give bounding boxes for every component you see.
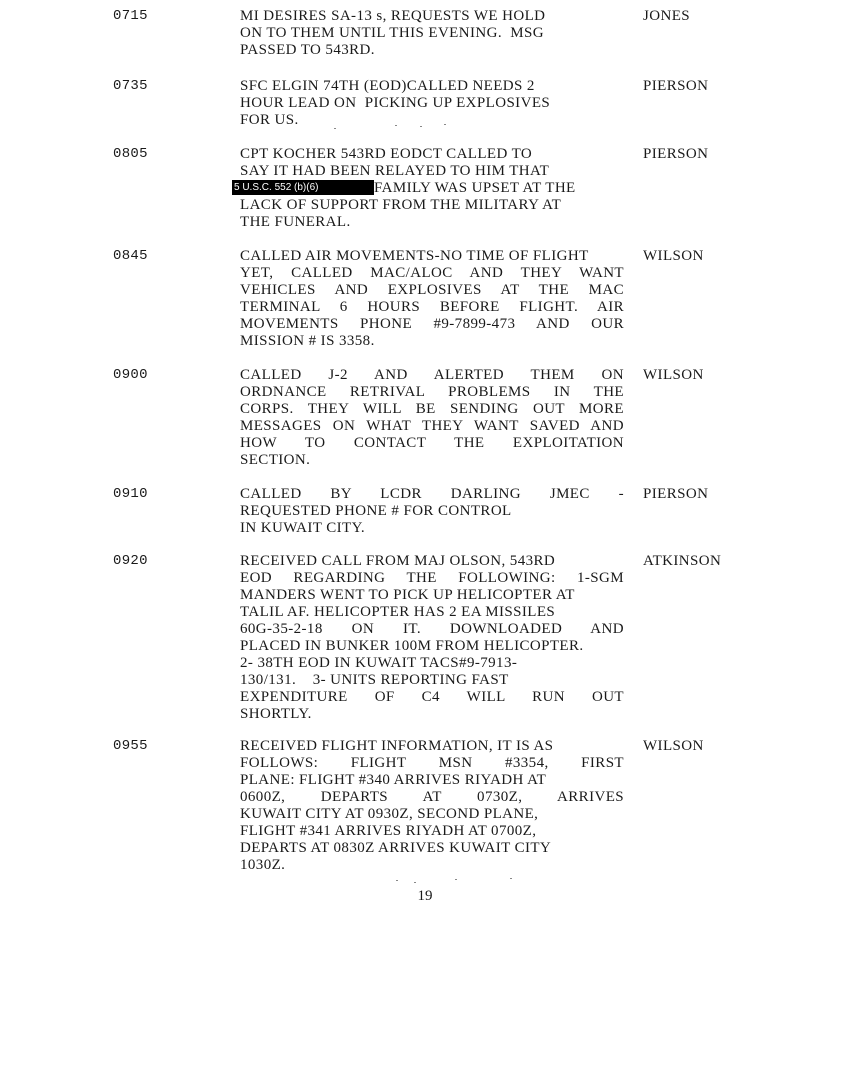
entry-line: REQUESTED PHONE # FOR CONTROL — [240, 503, 512, 519]
entry-line: SHORTLY. — [240, 706, 312, 722]
entry-text — [234, 146, 624, 231]
entry-line: PASSED TO 543RD. — [240, 42, 375, 58]
entry-author: WILSON — [643, 738, 704, 754]
redaction-box: 5 U.S.C. 552 (b)(6) — [232, 180, 374, 195]
entry-line: 1030Z. — [240, 857, 286, 873]
scan-speck — [334, 128, 336, 129]
entry-line: CALLED BY LCDR DARLING JMEC - — [240, 486, 624, 502]
entry-author: JONES — [643, 8, 691, 24]
entry-author: WILSON — [643, 248, 704, 264]
entry-line: KUWAIT CITY AT 0930Z, SECOND PLANE, — [240, 806, 539, 822]
entry-line: HOW TO CONTACT THE EXPLOITATION — [240, 435, 624, 451]
entry-line: DEPARTS AT 0830Z ARRIVES KUWAIT CITY — [240, 840, 552, 856]
entry-line: EOD REGARDING THE FOLLOWING: 1-SGM — [240, 570, 624, 586]
entry-time: 0955 — [113, 738, 148, 754]
entry-line-text: FAMILY WAS UPSET AT THE — [374, 180, 576, 196]
scan-speck — [510, 878, 512, 879]
scan-speck — [395, 125, 397, 126]
entry-line: MOVEMENTS PHONE #9-7899-473 AND OUR — [240, 316, 624, 332]
entry-time: 0920 — [113, 553, 148, 569]
entry-time: 0735 — [113, 78, 148, 94]
entry-line: YET, CALLED MAC/ALOC AND THEY WANT — [240, 265, 624, 281]
entry-text — [240, 738, 624, 874]
entry-author: WILSON — [643, 367, 704, 383]
entry-author: PIERSON — [643, 146, 709, 162]
scan-speck — [420, 126, 422, 127]
entry-line: EXPENDITURE OF C4 WILL RUN OUT — [240, 689, 624, 705]
entry-text — [240, 486, 624, 537]
entry-line: ON TO THEM UNTIL THIS EVENING. MSG — [240, 25, 544, 41]
entry-time: 0805 — [113, 146, 148, 162]
entry-line: VEHICLES AND EXPLOSIVES AT THE MAC — [240, 282, 624, 298]
entry-line: CALLED AIR MOVEMENTS-NO TIME OF FLIGHT — [240, 248, 589, 264]
entry-line: 2- 38TH EOD IN KUWAIT TACS#9-7913- — [240, 655, 518, 671]
entry-author: ATKINSON — [643, 553, 722, 569]
scan-speck — [455, 879, 457, 880]
scan-speck — [444, 124, 446, 125]
entry-line: 0600Z, DEPARTS AT 0730Z, ARRIVES — [240, 789, 624, 805]
entry-time: 0715 — [113, 8, 148, 24]
entry-text — [240, 78, 624, 129]
entry-line: LACK OF SUPPORT FROM THE MILITARY AT — [240, 197, 562, 213]
entry-time: 0845 — [113, 248, 148, 264]
entry-author: PIERSON — [643, 486, 709, 502]
entry-text — [240, 367, 624, 469]
entry-line: PLANE: FLIGHT #340 ARRIVES RIYADH AT — [240, 772, 547, 788]
entry-text — [240, 248, 624, 350]
page-number: 19 — [417, 888, 433, 904]
entry-line: CORPS. THEY WILL BE SENDING OUT MORE — [240, 401, 624, 417]
entry-line: FLIGHT #341 ARRIVES RIYADH AT 0700Z, — [240, 823, 537, 839]
entry-line — [234, 180, 624, 197]
entry-line: SAY IT HAD BEEN RELAYED TO HIM THAT — [240, 163, 550, 179]
entry-text — [240, 553, 624, 723]
entry-line: RECEIVED FLIGHT INFORMATION, IT IS AS — [240, 738, 554, 754]
entry-line: MESSAGES ON WHAT THEY WANT SAVED AND — [240, 418, 624, 434]
entry-line: 60G-35-2-18 ON IT. DOWNLOADED AND — [240, 621, 624, 637]
entry-line: CALLED J-2 AND ALERTED THEM ON — [240, 367, 624, 383]
entry-line: RECEIVED CALL FROM MAJ OLSON, 543RD — [240, 553, 556, 569]
entry-line: MISSION # IS 3358. — [240, 333, 375, 349]
entry-line: ORDNANCE RETRIVAL PROBLEMS IN THE — [240, 384, 624, 400]
entry-line: FOR US. — [240, 112, 299, 128]
entry-line: MI DESIRES SA-13 s, REQUESTS WE HOLD — [240, 8, 546, 24]
entry-line: 130/131. 3- UNITS REPORTING FAST — [240, 672, 509, 688]
scan-speck — [414, 882, 416, 883]
entry-time: 0910 — [113, 486, 148, 502]
entry-line: TERMINAL 6 HOURS BEFORE FLIGHT. AIR — [240, 299, 624, 315]
entry-line: THE FUNERAL. — [240, 214, 351, 230]
entry-line: SECTION. — [240, 452, 311, 468]
entry-line: CPT KOCHER 543RD EODCT CALLED TO — [240, 146, 533, 162]
entry-line: HOUR LEAD ON PICKING UP EXPLOSIVES — [240, 95, 551, 111]
entry-line: FOLLOWS: FLIGHT MSN #3354, FIRST — [240, 755, 624, 771]
entry-line: PLACED IN BUNKER 100M FROM HELICOPTER. — [240, 638, 584, 654]
scan-speck — [396, 880, 398, 881]
entry-line: IN KUWAIT CITY. — [240, 520, 366, 536]
entry-line: TALIL AF. HELICOPTER HAS 2 EA MISSILES — [240, 604, 556, 620]
entry-time: 0900 — [113, 367, 148, 383]
entry-author: PIERSON — [643, 78, 709, 94]
entry-line: SFC ELGIN 74TH (EOD)CALLED NEEDS 2 — [240, 78, 535, 94]
entry-text — [240, 8, 624, 59]
entry-line: MANDERS WENT TO PICK UP HELICOPTER AT — [240, 587, 575, 603]
